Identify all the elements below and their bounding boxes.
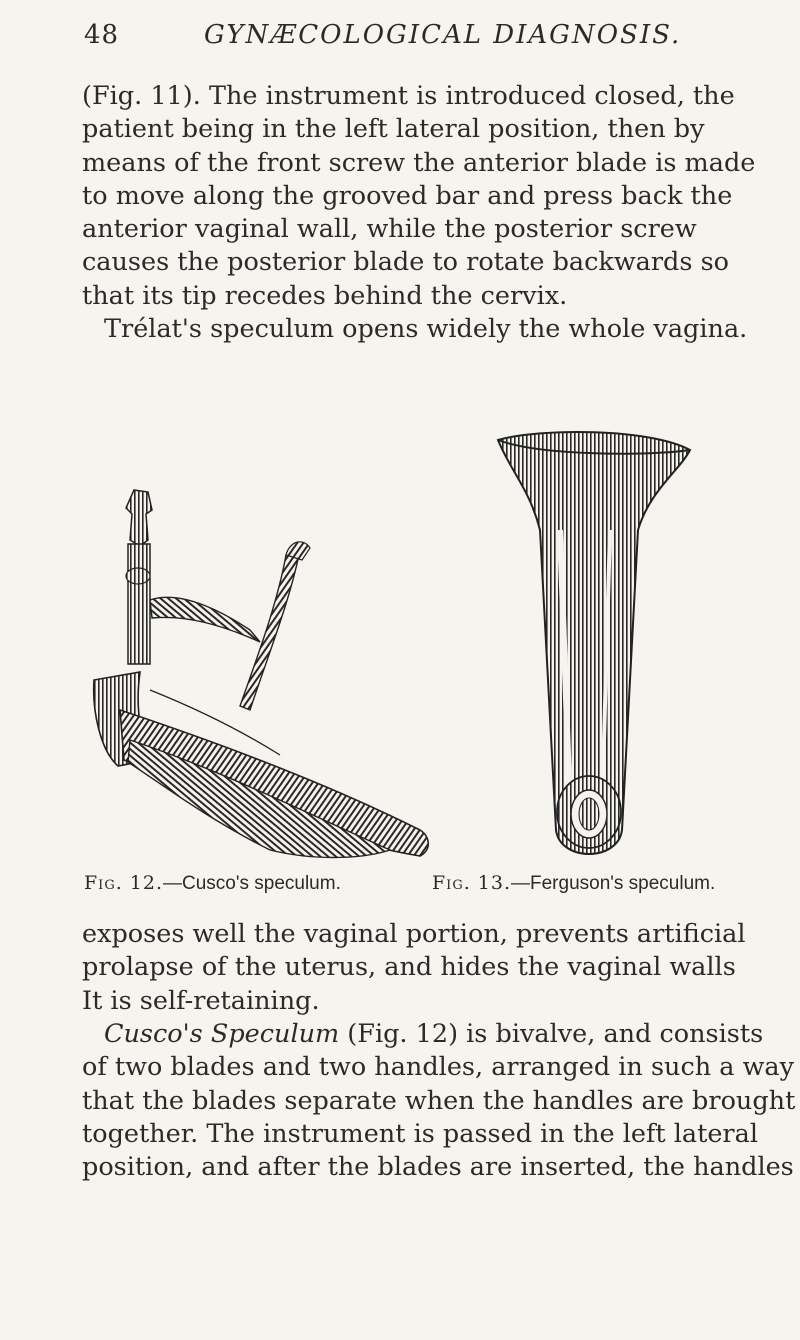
figure-area <box>90 410 790 890</box>
figure-12-caption <box>84 872 341 895</box>
figure-13-number: Fig. 13. <box>432 872 511 894</box>
text-line: prolapse of the uterus, and hides the vaginal walls <box>82 952 736 983</box>
figure-13-caption <box>432 872 715 895</box>
text-line: means of the front screw the anterior blade is made <box>82 147 756 178</box>
running-head <box>84 20 784 60</box>
text-line: anterior vaginal wall, while the posterior screw <box>82 214 697 245</box>
ferguson-speculum-drawing <box>498 432 690 854</box>
running-title: GYNÆCOLOGICAL DIAGNOSIS. <box>204 20 682 50</box>
text-line <box>82 1018 772 1051</box>
figure-13-title: —Ferguson's speculum. <box>511 873 716 894</box>
page-number: 48 <box>84 20 120 50</box>
figure-12-number: Fig. 12. <box>84 872 163 894</box>
text-line: It is self-retaining. <box>82 985 320 1016</box>
speculum-illustrations <box>90 410 790 880</box>
text-line: Trélat's speculum opens widely the whole vagina. <box>104 314 748 344</box>
paragraph-cusco <box>82 1018 796 1184</box>
text-line: patient being in the left lateral position, then by <box>82 114 705 145</box>
text-line: to move along the grooved bar and press back the <box>82 180 733 211</box>
paragraph-trelat-continued <box>82 918 772 1018</box>
text-line: of two blades and two handles, arranged in such a way <box>82 1052 795 1083</box>
text-line: (Fig. 11). The instrument is introduced closed, the <box>82 81 735 111</box>
text-line: position, and after the blades are inserted, the handles <box>82 1152 794 1183</box>
text-fragment: (Fig. 12) is bivalve, and consists <box>339 1019 764 1049</box>
paragraph-trelat <box>82 313 772 346</box>
text-line: that the blades separate when the handles are brought <box>82 1085 796 1116</box>
text-line: together. The instrument is passed in the left lateral <box>82 1118 758 1149</box>
text-line: causes the posterior blade to rotate backwards so <box>82 247 730 278</box>
figure-12-title: —Cusco's speculum. <box>163 873 341 894</box>
text-line: exposes well the vaginal portion, prevents artificial <box>82 919 746 949</box>
cusco-speculum-drawing <box>94 490 429 858</box>
text-line: that its tip recedes behind the cervix. <box>82 280 568 311</box>
cusco-speculum-term: Cusco's Speculum <box>104 1019 340 1049</box>
paragraph-instrument-introduction <box>82 80 772 313</box>
